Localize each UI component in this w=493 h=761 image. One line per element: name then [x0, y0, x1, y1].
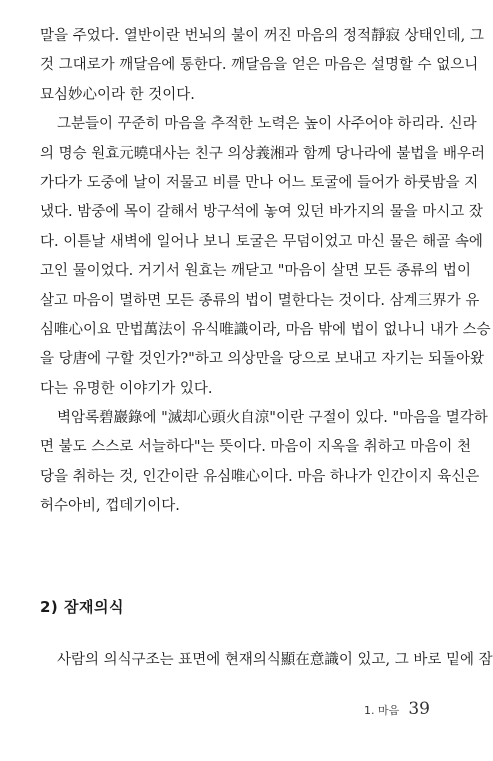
text-line: 묘심妙心이라 한 것이다. [40, 86, 195, 103]
text-line: 것 그대로가 깨달음에 통한다. 깨달음을 얻은 마음은 설명할 수 없으니 [40, 57, 479, 74]
paragraph-start-line: 사람의 의식구조는 표면에 현재의식顯在意識이 있고, 그 바로 밑에 잠 [57, 652, 493, 668]
page-footer [364, 699, 430, 719]
body-text [40, 22, 491, 522]
paragraph-start-line: 그분들이 꾸준히 마음을 추적한 노력은 높이 사주어야 하리라. 신라 [57, 116, 477, 133]
text-line: 냈다. 밤중에 목이 갈해서 방구석에 놓여 있던 바가지의 물을 마시고 잤 [40, 204, 483, 221]
text-line: 을 당唐에 구할 것인가?"하고 의상만을 당으로 보내고 자기는 되돌아왔 [40, 351, 485, 368]
text-line: 살고 마음이 멸하면 모든 종류의 법이 멸한다는 것이다. 삼계三界가 유 [40, 292, 480, 309]
text-line: 고인 물이었다. 거기서 원효는 깨닫고 "마음이 살면 모든 종류의 법이 [40, 263, 471, 280]
text-line: 가다가 도중에 날이 저물고 비를 만나 어느 토굴에 들어가 하룻밤을 지 [40, 174, 479, 191]
text-line: 말을 주었다. 열반이란 번뇌의 불이 꺼진 마음의 정적靜寂 상태인데, 그 [40, 28, 484, 44]
text-line: 심唯心이요 만법萬法이 유식唯識이라, 마음 밖에 법이 없나니 내가 스승 [40, 321, 491, 338]
paragraph-start-line: 벽암록碧巖錄에 "滅却心頭火自涼"이란 구절이 있다. "마음을 멸각하 [57, 410, 488, 427]
section-body-text [40, 646, 493, 675]
section-heading: 2) 잠재의식 [40, 598, 124, 616]
chapter-label: 1. 마음 [364, 704, 400, 717]
text-line: 면 불도 스스로 서늘하다"는 뜻이다. 마음이 지옥을 취하고 마음이 천 [40, 439, 471, 456]
page-number: 39 [408, 699, 430, 719]
text-line: 다는 유명한 이야기가 있다. [40, 380, 213, 397]
text-line: 당을 취하는 것, 인간이란 유심唯心이다. 마음 하나가 인간이지 육신은 [40, 468, 480, 485]
text-line: 허수아비, 껍데기이다. [40, 498, 180, 515]
text-line: 다. 이튿날 새벽에 일어나 보니 토굴은 무덤이었고 마신 물은 해골 속에 [40, 233, 483, 250]
text-line: 의 명승 원효元曉대사는 친구 의상義湘과 함께 당나라에 불법을 배우러 [40, 145, 486, 162]
